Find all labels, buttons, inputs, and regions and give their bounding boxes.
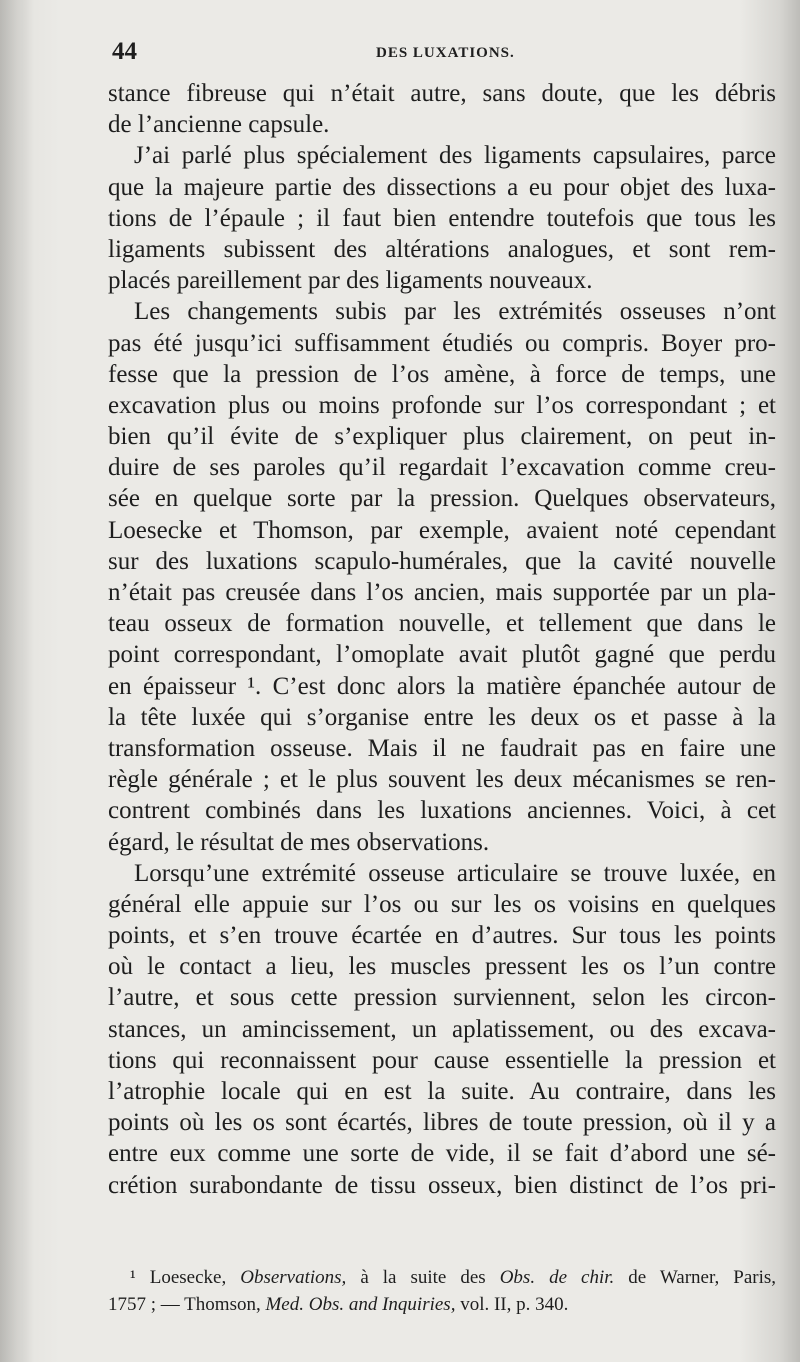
body-text [108,78,776,1201]
text-line: entre eux comme une sorte de vide, il se fait d’abord une sé- [108,1140,776,1168]
text-line: pas été jusqu’ici suffisamment étudiés ou compris. Boyer pro- [108,329,776,357]
text-line: sur des luxations scapulo-humérales, que la cavité nouvelle [108,547,776,575]
page-number: 44 [112,38,137,65]
text-line: ligaments subissent des altérations analogues, et sont rem- [108,235,776,263]
text-line: fesse que la pression de l’os amène, à force de temps, une [108,360,776,388]
text-line: que la majeure partie des dissections a eu pour objet des luxa- [108,173,776,201]
text-line: duire de ses paroles qu’il regardait l’excavation comme creu- [108,454,776,482]
footnote-title: Observations, [240,1267,347,1288]
footnote-reference: Obs. de chir. [499,1267,615,1288]
text-line: contrent combinés dans les luxations anciennes. Voici, à cet [108,797,776,825]
text-line: Les changements subis par les extrémités osseuses n’ont [134,298,776,326]
footnote-line [108,1264,776,1291]
text-line: J’ai parlé plus spécialement des ligaments capsulaires, parce [134,142,776,170]
running-head: DES LUXATIONS. [376,45,515,61]
text-line: l’atrophie locale qui en est la suite. Au contraire, dans les [108,1078,776,1105]
text-line: Lorsqu’une extrémité osseuse articulaire se trouve luxée, en [134,859,776,887]
text-line: règle générale ; et le plus souvent les deux mécanismes se ren- [108,766,776,794]
footnote-marker: ¹ [130,1267,136,1288]
footnote-text: vol. II, p. 340. [460,1294,569,1315]
text-line: points où les os sont écartés, libres de toute pression, où il y a [108,1109,776,1137]
text-line: placés pareillement par des ligaments nouveaux. [108,267,593,295]
footnotes [108,1264,776,1318]
text-line: la tête luxée qui s’organise entre les deux os et passe à la [108,703,776,731]
text-line: tions de l’épaule ; il faut bien entendre toutefois que tous les [108,204,776,232]
text-line: général elle appuie sur l’os ou sur les os voisins en quelques [108,890,776,918]
text-line: stances, un amincissement, un aplatissement, ou des excava- [108,1015,776,1043]
footnote-line [108,1291,776,1318]
footnote-author: Loesecke, [149,1267,227,1288]
text-line: en épaisseur ¹. C’est donc alors la matière épanchée autour de [108,672,776,700]
footnote-text: de Warner, Paris, [628,1267,777,1288]
text-line: Loesecke et Thomson, par exemple, avaient noté cependant [108,516,776,544]
text-line: teau osseux de formation nouvelle, et tellement que dans le [108,610,776,638]
text-line: crétion surabondante de tissu osseux, bien distinct de l’os pri- [108,1171,776,1199]
footnote-text: à la suite des [360,1267,486,1288]
text-line: stance fibreuse qui n’était autre, sans doute, que les débris [108,80,776,107]
text-line: points, et s’en trouve écartée en d’autres. Sur tous les points [108,922,776,950]
page-header [112,38,772,68]
footnote-text: 1757 ; — Thomson, [108,1294,261,1315]
text-line: tions qui reconnaissent pour cause essentielle la pression et [108,1046,776,1074]
text-line: sée en quelque sorte par la pression. Quelques observateurs, [108,485,776,513]
text-line: bien qu’il évite de s’expliquer plus clairement, on peut in- [108,423,776,451]
text-line: point correspondant, l’omoplate avait plutôt gagné que perdu [108,641,776,669]
text-line: excavation plus ou moins profonde sur l’os correspondant ; et [108,391,776,419]
text-line: n’était pas creusée dans l’os ancien, mais supportée par un pla- [108,579,776,606]
text-line: où le contact a lieu, les muscles pressent les os l’un contre [108,953,776,981]
text-line: transformation osseuse. Mais il ne faudrait pas en faire une [108,734,776,762]
footnote-title: Med. Obs. and Inquiries, [265,1294,456,1315]
text-line: égard, le résultat de mes observations. [108,828,490,856]
page-gutter [0,0,34,1362]
text-line: l’autre, et sous cette pression surviennent, selon les circon- [108,984,776,1012]
text-line: de l’ancienne capsule. [108,111,330,139]
